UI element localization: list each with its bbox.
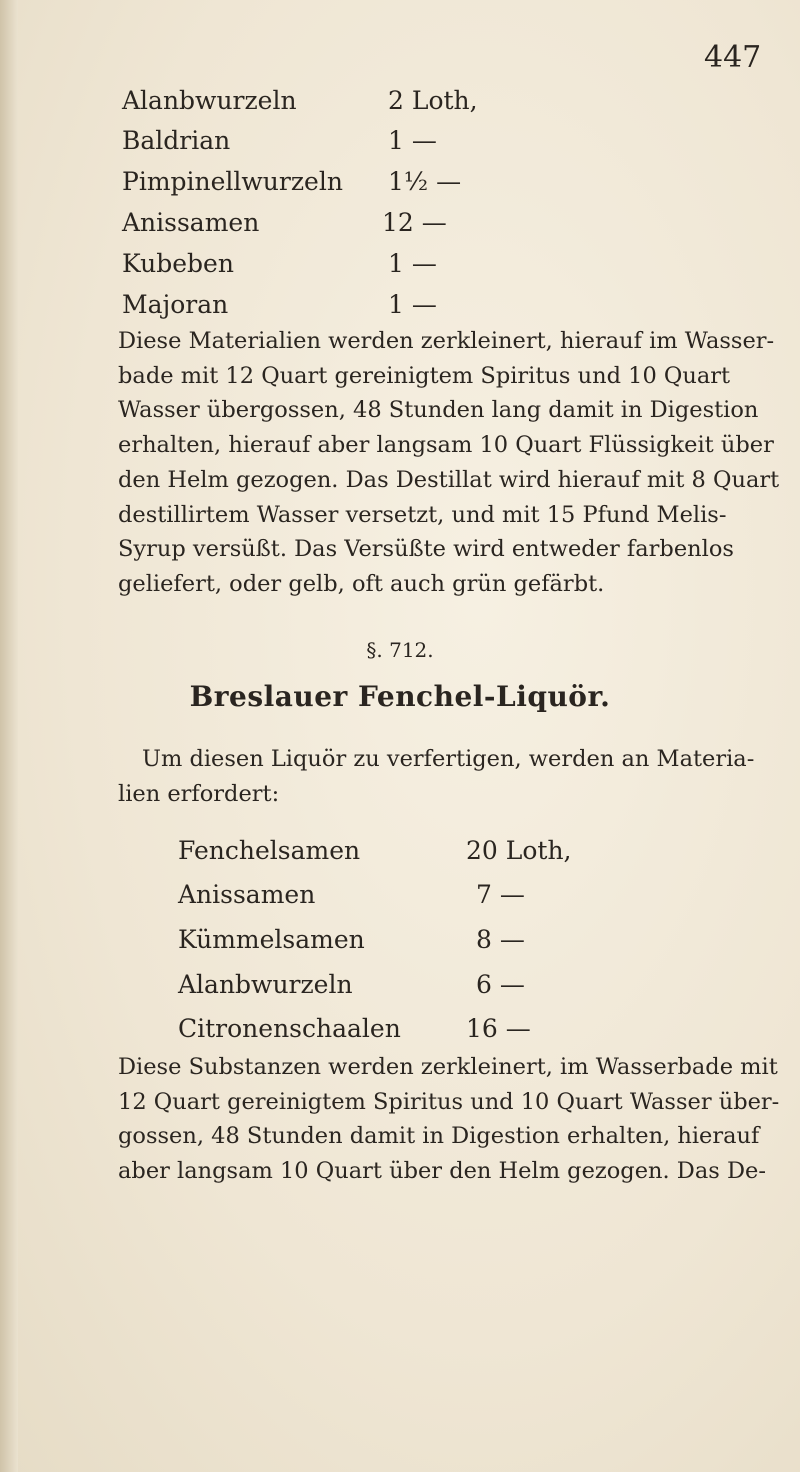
ingredient-name: Kümmelsamen (178, 925, 365, 954)
text-line: lien erfordert: (118, 780, 280, 807)
intro-paragraph (118, 742, 755, 811)
text-line: Wasser übergossen, 48 Stunden lang damit in Digestion (118, 397, 759, 424)
ingredient-name: Fenchelsamen (178, 836, 361, 865)
instructions-paragraph-2 (118, 1050, 780, 1189)
text-line: 12 Quart gereinigtem Spiritus und 10 Quart Wasser über- (118, 1088, 780, 1115)
text-line: den Helm gezogen. Das Destillat wird hierauf mit 8 Quart (118, 466, 780, 493)
section-number: §. 712. (366, 638, 434, 662)
text-line: destillirtem Wasser versetzt, und mit 15 Pfund Melis- (118, 501, 727, 528)
text-line: geliefert, oder gelb, oft auch grün gefärbt. (118, 570, 605, 597)
text-line: bade mit 12 Quart gereinigtem Spiritus und 10 Quart (118, 362, 731, 389)
ingredient-name: Alanbwurzeln (178, 970, 353, 999)
ingredient-name: Kubeben (122, 249, 234, 278)
ingredient-name: Anissamen (178, 880, 316, 909)
text-line: aber langsam 10 Quart über den Helm gezogen. Das De- (118, 1158, 766, 1185)
ingredient-qty: 8 — (476, 925, 525, 954)
ingredient-name: Pimpinellwurzeln (122, 167, 343, 196)
text-line: gossen, 48 Stunden damit in Digestion erhalten, hierauf (118, 1123, 760, 1150)
ingredient-qty: 1 — (388, 249, 437, 278)
ingredient-qty: 1½ — (388, 167, 462, 196)
section-title: Breslauer Fenchel-Liquör. (189, 680, 611, 713)
page-gutter (0, 0, 18, 1472)
ingredient-name: Baldrian (122, 126, 231, 155)
ingredient-name: Majoran (122, 290, 229, 319)
text-line: erhalten, hierauf aber langsam 10 Quart Flüssigkeit über (118, 432, 774, 459)
ingredient-qty: 20 Loth, (466, 836, 572, 865)
text-line: Um diesen Liquör zu verfertigen, werden an Materia- (142, 746, 755, 772)
ingredient-qty: 2 Loth, (388, 86, 478, 115)
ingredient-qty: 12 — (382, 208, 447, 237)
ingredient-name: Alanbwurzeln (122, 86, 297, 115)
ingredient-qty: 7 — (476, 880, 525, 909)
ingredient-qty: 1 — (388, 126, 437, 155)
page-number: 447 (704, 40, 762, 75)
text-line: Syrup versüßt. Das Versüßte wird entweder farbenlos (118, 536, 734, 563)
text-line: Diese Substanzen werden zerkleinert, im Wasserbade mit (118, 1054, 778, 1080)
ingredient-name: Anissamen (122, 208, 260, 237)
instructions-paragraph-1 (118, 324, 780, 602)
ingredient-qty: 6 — (476, 970, 525, 999)
ingredient-qty: 16 — (466, 1014, 531, 1043)
ingredient-name: Citronenschaalen (178, 1014, 401, 1043)
text-line: Diese Materialien werden zerkleinert, hierauf im Wasser- (118, 328, 775, 354)
ingredient-qty: 1 — (388, 290, 437, 319)
